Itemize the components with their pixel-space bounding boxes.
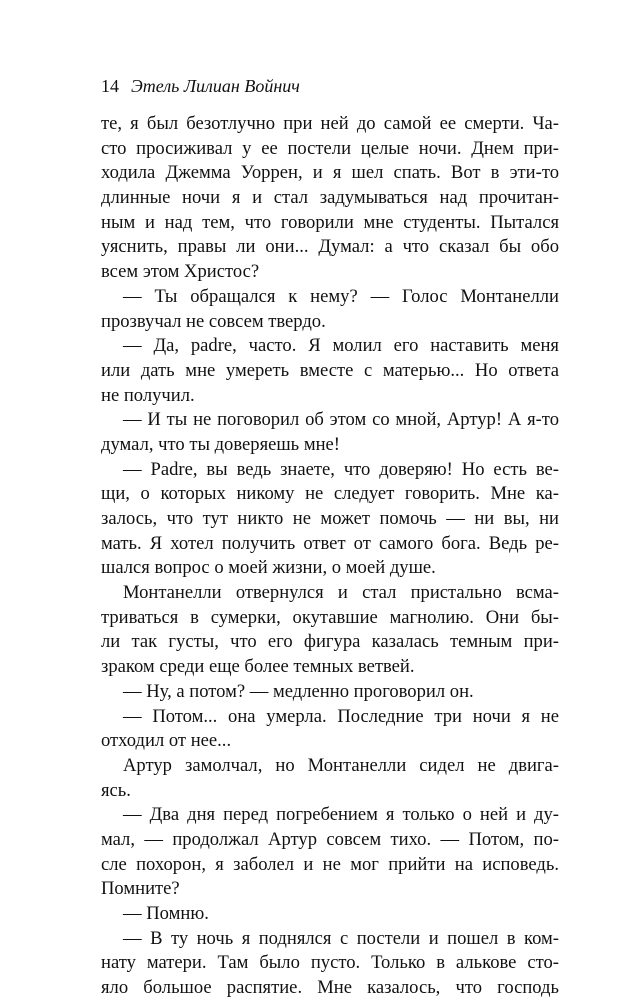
text-line: всем этом Христос? bbox=[101, 261, 260, 283]
text-line: сле похорон, я заболел и не мог прийти на исповедь. bbox=[101, 853, 559, 875]
running-header bbox=[101, 75, 300, 97]
book-author: Этель Лилиан Войнич bbox=[131, 76, 300, 96]
text-line: мал, — продолжал Артур совсем тихо. — Потом, по- bbox=[101, 828, 559, 850]
text-line: яло большое распятие. Мне казалось, что господь bbox=[101, 977, 559, 999]
text-line: или дать мне умереть вместе с матерью... Но ответа bbox=[101, 359, 559, 381]
text-line: отходил от нее... bbox=[101, 730, 232, 752]
text-line: не получил. bbox=[101, 384, 195, 406]
text-line: ходила Джемма Уоррен, и я шел спать. Вот в эти-то bbox=[101, 162, 559, 184]
text-line: зраком среди еще более темных ветвей. bbox=[101, 656, 415, 678]
text-line: Артур замолчал, но Монтанелли сидел не двига- bbox=[123, 754, 559, 776]
text-line: — В ту ночь я поднялся с постели и пошел в ком- bbox=[123, 927, 559, 949]
text-line: — Да, padre, часто. Я молил его наставить меня bbox=[123, 335, 559, 357]
text-line: — Ну, а потом? — медленно проговорил он. bbox=[123, 680, 474, 702]
text-line: ясь. bbox=[101, 779, 131, 801]
text-line: — Padre, вы ведь знаете, что доверяю! Но есть ве- bbox=[123, 458, 559, 480]
page-body-text bbox=[101, 112, 559, 1001]
text-line: — Два дня перед погребением я только о ней и ду- bbox=[123, 804, 559, 826]
text-line: сто просиживал у ее постели целые ночи. Днем при- bbox=[101, 137, 559, 159]
text-line: длинные ночи я и стал задумываться над прочитан- bbox=[101, 187, 559, 209]
text-line: ным и над тем, что говорили мне студенты. Пытался bbox=[101, 211, 559, 233]
page-number: 14 bbox=[101, 76, 119, 96]
text-line: уяснить, правы ли они... Думал: а что сказал бы обо bbox=[101, 236, 559, 258]
text-line: — И ты не поговорил об этом со мной, Артур! А я-то bbox=[123, 409, 559, 431]
text-line: — Помню. bbox=[123, 903, 209, 924]
text-line: думал, что ты доверяешь мне! bbox=[101, 433, 340, 455]
text-line: те, я был безотлучно при ней до самой ее смерти. Ча- bbox=[101, 113, 559, 134]
text-line: Монтанелли отвернулся и стал пристально всма- bbox=[123, 582, 559, 604]
text-line: залось, что тут никто не может помочь — ни вы, ни bbox=[101, 508, 559, 529]
text-line: триваться в сумерки, окутавшие магнолию. Они бы- bbox=[101, 606, 559, 628]
text-line: ли так густы, что его фигура казалась темным при- bbox=[101, 631, 559, 653]
text-line: нату матери. Там было пусто. Только в алькове сто- bbox=[101, 952, 559, 974]
text-line: Помните? bbox=[101, 878, 180, 900]
text-line: — Потом... она умерла. Последние три ночи я не bbox=[123, 705, 559, 727]
text-line: прозвучал не совсем твердо. bbox=[101, 310, 326, 332]
text-line: — Ты обращался к нему? — Голос Монтанелли bbox=[123, 285, 559, 307]
text-line: мать. Я хотел получить ответ от самого бога. Ведь ре- bbox=[101, 532, 559, 554]
text-line: шался вопрос о моей жизни, о моей душе. bbox=[101, 557, 436, 579]
text-line: щи, о которых никому не следует говорить. Мне ка- bbox=[101, 483, 559, 505]
